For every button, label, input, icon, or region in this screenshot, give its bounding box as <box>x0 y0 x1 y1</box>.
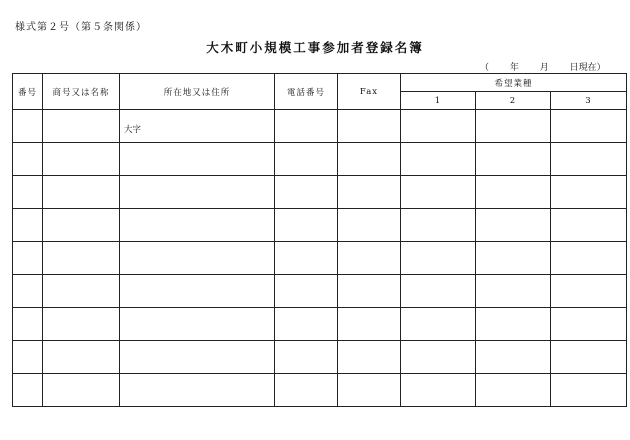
cell-address[interactable] <box>120 374 275 407</box>
cell-address[interactable] <box>120 308 275 341</box>
table-row <box>13 275 627 308</box>
cell-desired-3[interactable] <box>551 308 627 341</box>
page-title: 大木町小規模工事参加者登録名簿 <box>206 40 424 55</box>
cell-name[interactable] <box>43 143 120 176</box>
cell-address[interactable] <box>120 143 275 176</box>
cell-phone[interactable] <box>275 341 338 374</box>
cell-phone[interactable] <box>275 374 338 407</box>
cell-name[interactable] <box>43 110 120 143</box>
as-of-date: （ 年 月 日現在） <box>480 63 606 73</box>
header-desired-3: 3 <box>551 92 627 110</box>
cell-desired-1[interactable] <box>401 308 476 341</box>
cell-address[interactable] <box>120 110 275 143</box>
cell-number[interactable] <box>13 176 43 209</box>
cell-address[interactable] <box>120 242 275 275</box>
cell-fax[interactable] <box>338 176 401 209</box>
cell-desired-2[interactable] <box>476 209 551 242</box>
cell-desired-1[interactable] <box>401 110 476 143</box>
cell-fax[interactable] <box>338 110 401 143</box>
cell-name[interactable] <box>43 209 120 242</box>
cell-fax[interactable] <box>338 308 401 341</box>
table-row <box>13 209 627 242</box>
cell-desired-3[interactable] <box>551 242 627 275</box>
cell-desired-1[interactable] <box>401 143 476 176</box>
form-number: 様式第２号（第５条関係） <box>15 22 147 33</box>
registration-table <box>12 73 627 407</box>
header-desired-industry: 希望業種 <box>401 74 627 92</box>
cell-fax[interactable] <box>338 275 401 308</box>
cell-number[interactable] <box>13 209 43 242</box>
header-number: 番号 <box>13 74 43 110</box>
cell-name[interactable] <box>43 176 120 209</box>
table-row <box>13 308 627 341</box>
table-row <box>13 110 627 143</box>
cell-fax[interactable] <box>338 143 401 176</box>
cell-number[interactable] <box>13 110 43 143</box>
cell-desired-2[interactable] <box>476 374 551 407</box>
cell-address[interactable] <box>120 176 275 209</box>
cell-desired-3[interactable] <box>551 176 627 209</box>
cell-desired-3[interactable] <box>551 341 627 374</box>
cell-name[interactable] <box>43 341 120 374</box>
cell-desired-1[interactable] <box>401 275 476 308</box>
cell-desired-3[interactable] <box>551 209 627 242</box>
cell-phone[interactable] <box>275 176 338 209</box>
header-desired-2: 2 <box>476 92 551 110</box>
header-address: 所在地又は住所 <box>120 74 275 110</box>
cell-address[interactable] <box>120 209 275 242</box>
cell-desired-3[interactable] <box>551 143 627 176</box>
cell-desired-3[interactable] <box>551 374 627 407</box>
cell-address[interactable] <box>120 341 275 374</box>
cell-number[interactable] <box>13 242 43 275</box>
cell-desired-3[interactable] <box>551 110 627 143</box>
cell-phone[interactable] <box>275 275 338 308</box>
header-name: 商号又は名称 <box>43 74 120 110</box>
cell-address[interactable] <box>120 275 275 308</box>
cell-fax[interactable] <box>338 374 401 407</box>
cell-desired-1[interactable] <box>401 242 476 275</box>
cell-number[interactable] <box>13 308 43 341</box>
cell-desired-2[interactable] <box>476 341 551 374</box>
cell-name[interactable] <box>43 308 120 341</box>
table-row <box>13 143 627 176</box>
cell-desired-2[interactable] <box>476 143 551 176</box>
cell-desired-1[interactable] <box>401 209 476 242</box>
cell-number[interactable] <box>13 341 43 374</box>
cell-desired-2[interactable] <box>476 308 551 341</box>
cell-desired-1[interactable] <box>401 374 476 407</box>
table-row <box>13 374 627 407</box>
cell-desired-2[interactable] <box>476 242 551 275</box>
cell-desired-2[interactable] <box>476 275 551 308</box>
cell-fax[interactable] <box>338 209 401 242</box>
cell-desired-1[interactable] <box>401 341 476 374</box>
cell-phone[interactable] <box>275 110 338 143</box>
header-fax: Fax <box>338 74 401 110</box>
cell-desired-1[interactable] <box>401 176 476 209</box>
cell-phone[interactable] <box>275 242 338 275</box>
cell-desired-2[interactable] <box>476 110 551 143</box>
cell-phone[interactable] <box>275 143 338 176</box>
cell-desired-3[interactable] <box>551 275 627 308</box>
table-row <box>13 242 627 275</box>
cell-fax[interactable] <box>338 242 401 275</box>
cell-number[interactable] <box>13 374 43 407</box>
cell-name[interactable] <box>43 242 120 275</box>
table-row <box>13 176 627 209</box>
cell-phone[interactable] <box>275 209 338 242</box>
table-row <box>13 341 627 374</box>
cell-phone[interactable] <box>275 308 338 341</box>
header-desired-1: 1 <box>401 92 476 110</box>
address-text: 大字 <box>124 125 142 135</box>
header-phone: 電話番号 <box>275 74 338 110</box>
cell-name[interactable] <box>43 374 120 407</box>
cell-name[interactable] <box>43 275 120 308</box>
cell-desired-2[interactable] <box>476 176 551 209</box>
cell-number[interactable] <box>13 143 43 176</box>
cell-number[interactable] <box>13 275 43 308</box>
cell-fax[interactable] <box>338 341 401 374</box>
